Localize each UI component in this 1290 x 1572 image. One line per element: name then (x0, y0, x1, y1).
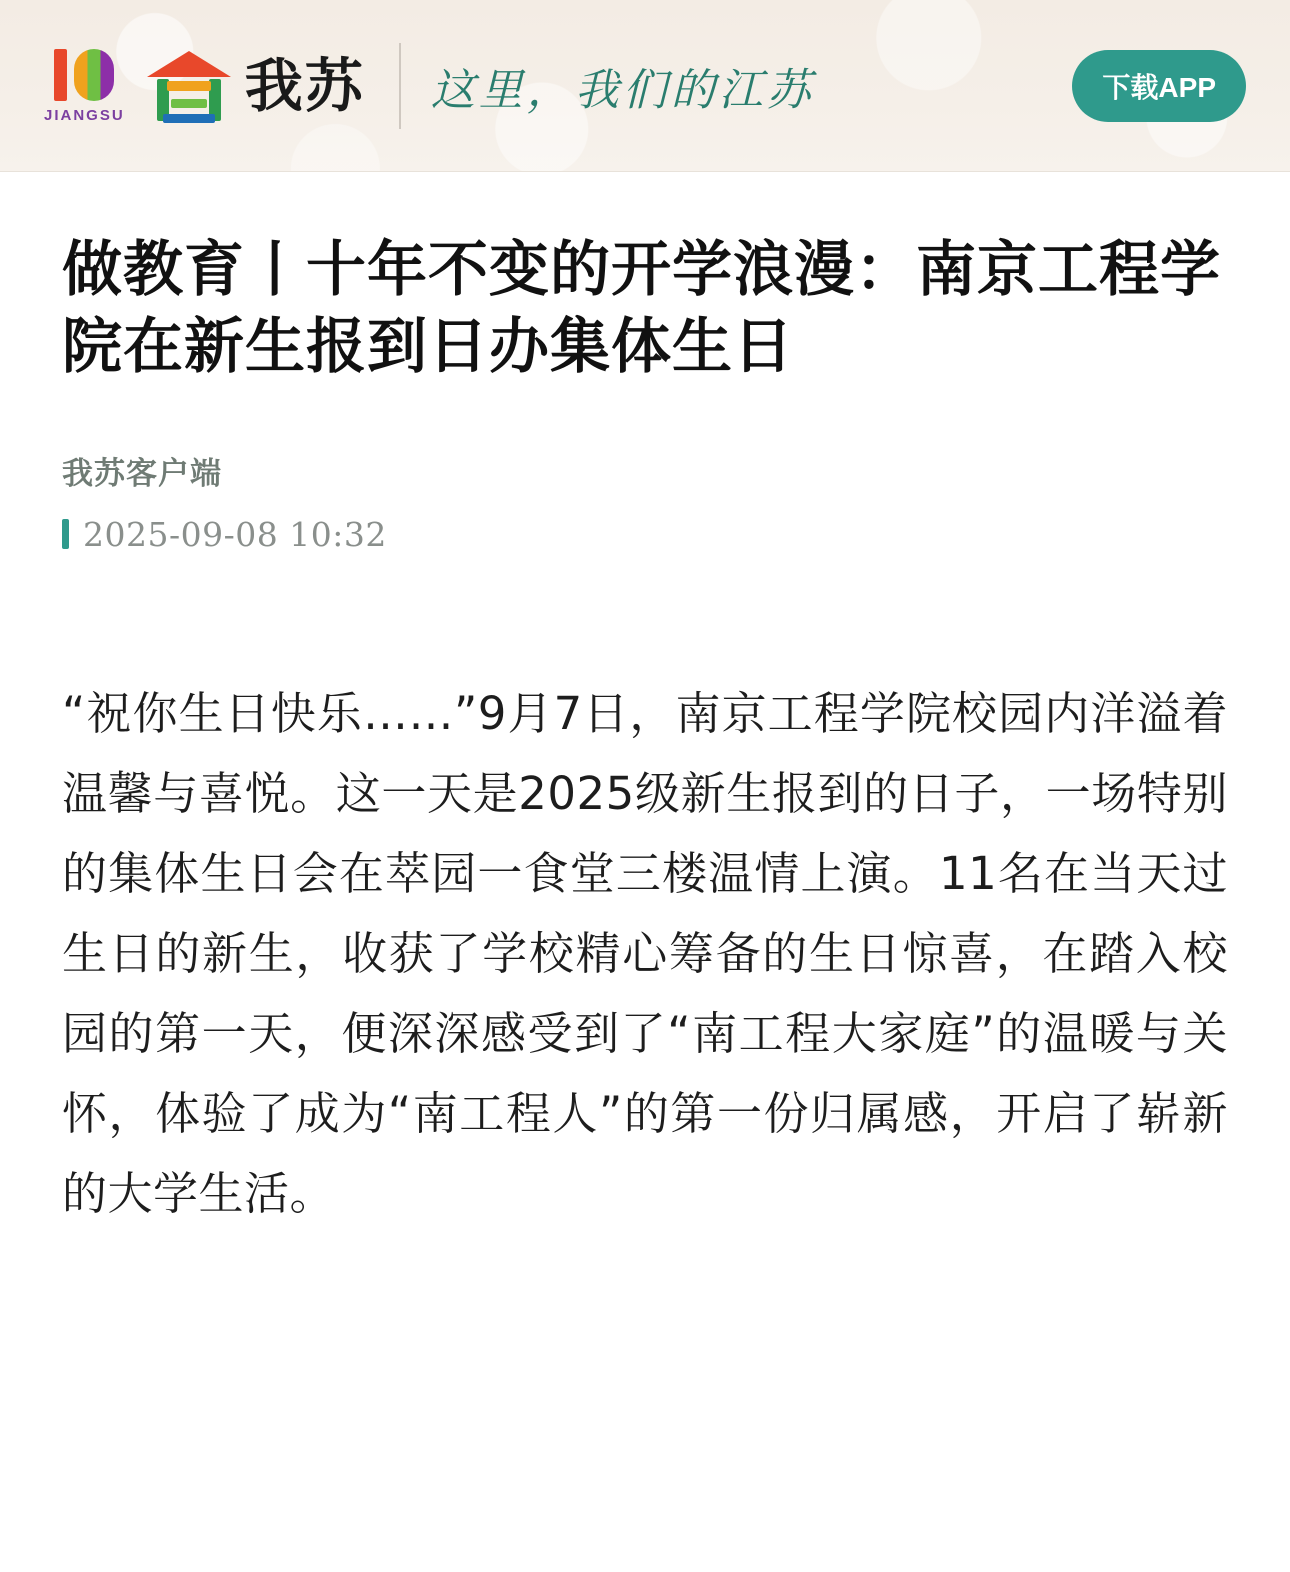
in-logo-bar-i (54, 49, 67, 101)
wosu-roof-shape (147, 51, 231, 77)
article-timestamp-row (62, 515, 1228, 554)
site-slogan: 这里，我们的江苏 (430, 65, 815, 116)
wosu-bar-blue (163, 114, 215, 123)
page-title: 做教育丨十年不变的开学浪漫：南京工程学院在新生报到日办集体生日 (62, 235, 1221, 382)
download-app-button[interactable]: 下载APP (1072, 50, 1246, 122)
article-source: 我苏客户端 (62, 455, 222, 492)
article-paragraph: “祝你生日快乐……”9月7日，南京工程学院校园内洋溢着温馨与喜悦。这一天是2025级新生报到的日子，一场特别的集体生日会在萃园一食堂三楼温情上演。11名在当天过生日的新生，收获了学校精心筹备的生日惊喜，在踏入校园的第一天，便深深感受到了“南工程大家庭”的温暖与关怀，体验了成为“南工程人”的第一份归属感，开启了崭新的大学生活。 (62, 686, 1228, 1221)
in-logo-bars (54, 49, 114, 101)
wosu-bar-yellow (167, 81, 211, 91)
in-logo-bar-n (74, 49, 114, 101)
wosu-mark-icon (141, 49, 237, 123)
jiangsu-caption: JIANGSU (44, 106, 125, 124)
timestamp-accent-bar (62, 519, 69, 549)
article-meta (62, 448, 1228, 554)
site-header (0, 0, 1290, 172)
article-container (0, 172, 1290, 1234)
article-timestamp: 2025-09-08 10:32 (83, 514, 387, 554)
header-divider (399, 43, 401, 129)
wosu-brand-text: 我苏 (244, 52, 365, 120)
jiangsu-in-logo[interactable] (44, 49, 125, 124)
wosu-bar-green (171, 99, 207, 108)
wosu-logo[interactable] (141, 49, 365, 123)
